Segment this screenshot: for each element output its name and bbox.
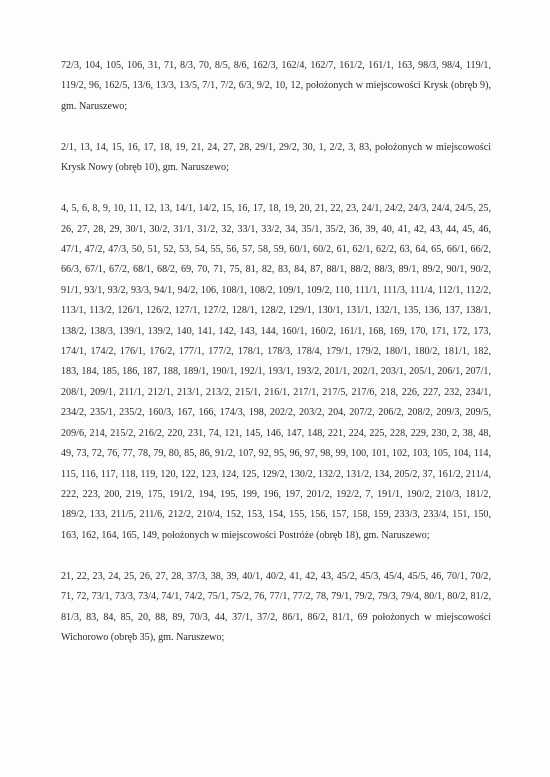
parcel-list-wichorowo: 21, 22, 23, 24, 25, 26, 27, 28, 37/3, 38, 39, 40/1, 40/2, 41, 42, 43, 45/2, 45/3, 45/4, 45/5, 46, 70/1, 70/2, 71, 72, 73/1, 73/3, 73/4, 74/1, 74/2, 75/1, 75/2, 76, 77/1, 77/2, 78, 79/1, 79/2, 79/3, 79/4, 80/1, 80/2, 81/2, 81/3, 83, 84, 85, 20, 88, 89, 70/3, 44, 37/1, 37/2, 86/1, 86/2, 81/1, 69 położonych w miejscowości Wichorowo (obręb 35), gm. Naruszewo;: [61, 570, 491, 643]
parcel-list-krysk: 72/3, 104, 105, 106, 31, 71, 8/3, 70, 8/5, 8/6, 162/3, 162/4, 162/7, 161/2, 161/1, 163, 98/3, 98/4, 119/1, 119/2, 96, 162/5, 13/6, 13/3, 13/5, 7/1, 7/2, 6/3, 9/2, 10, 12, położonych w miejscowości Krysk (obręb 9), gm. Naruszewo;: [61, 60, 491, 112]
parcel-list-krysk-nowy: 2/1, 13, 14, 15, 16, 17, 18, 19, 21, 24, 27, 28, 29/1, 29/2, 30, 1, 2/2, 3, 83, położonych w miejscowości Krysk Nowy (obręb 10), gm. Naruszewo;: [61, 141, 491, 174]
parcel-list-postroze: 4, 5, 6, 8, 9, 10, 11, 12, 13, 14/1, 14/2, 15, 16, 17, 18, 19, 20, 21, 22, 23, 24/1, 24/2, 24/3, 24/4, 24/5, 25, 26, 27, 28, 29, 30/1, 30/2, 31/1, 31/2, 32, 33/1, 33/2, 34, 35/1, 35/2, 36, 39, 40, 41, 42, 43, 44, 45, 46, 47/1, 47/2, 47/3, 50, 51, 52, 53, 54, 55, 56, 57, 58, 59, 60/1, 60/2, 61, 62/1, 62/2, 63, 64, 65, 66/1, 66/2, 66/3, 67/1, 67/2, 68/1, 68/2, 69, 70, 71, 75, 81, 82, 83, 84, 87, 88/1, 88/2, 88/3, 89/1, 89/2, 90/1, 90/2, 91/1, 93/1, 93/2, 93/3, 94/1, 94/2, 106, 108/1, 108/2, 109/1, 109/2, 110, 111/1, 111/3, 111/4, 112/1, 112/2, 113/1, 113/2, 126/1, 126/2, 127/1, 127/2, 128/1, 128/2, 129/1, 130/1, 131/1, 132/1, 135, 136, 137, 138/1, 138/2, 138/3, 139/1, 139/2, 140, 141, 142, 143, 144, 160/1, 160/2, 161/1, 168, 169, 170, 171, 172, 173, 174/1, 174/2, 176/1, 176/2, 177/1, 177/2, 178/1, 178/3, 178/4, 179/1, 179/2, 180/1, 180/2, 181/1, 182, 183, 184, 185, 186, 187, 188, 189/1, 190/1, 192/1, 193/1, 193/2, 201/1, 202/1, 203/1, 205/1, 206/1, 207/1, 208/1, 209/1, 211/1, 212/1, 213/1, 213/2, 215/1, 216/1, 217/1, 217/5, 217/6, 218, 226, 227, 232, 234/1, 234/2, 235/1, 235/2, 160/3, 167, 166, 174/3, 198, 202/2, 203/2, 204, 207/2, 206/2, 208/2, 209/3, 209/5, 209/6, 214, 215/2, 216/2, 220, 231, 74, 121, 145, 146, 147, 148, 221, 224, 225, 228, 229, 230, 2, 38, 48, 49, 73, 72, 76, 77, 78, 79, 80, 85, 86, 91/2, 107, 92, 95, 96, 97, 98, 99, 100, 101, 102, 103, 105, 104, 114, 115, 116, 117, 118, 119, 120, 122, 123, 124, 125, 129/2, 130/2, 132/2, 131/2, 134, 205/2, 37, 161/2, 211/4, 222, 223, 200, 219, 175, 191/2, 194, 195, 199, 196, 197, 201/2, 192/2, 7, 191/1, 190/2, 210/3, 181/2, 189/2, 133, 211/5, 211/6, 212/2, 210/4, 152, 153, 154, 155, 156, 157, 158, 159, 233/3, 233/4, 151, 150, 163, 162, 164, 165, 149, położonych w miejscowości Postróże (obręb 18), gm. Naruszewo;: [61, 203, 491, 541]
document-body: [61, 56, 491, 648]
